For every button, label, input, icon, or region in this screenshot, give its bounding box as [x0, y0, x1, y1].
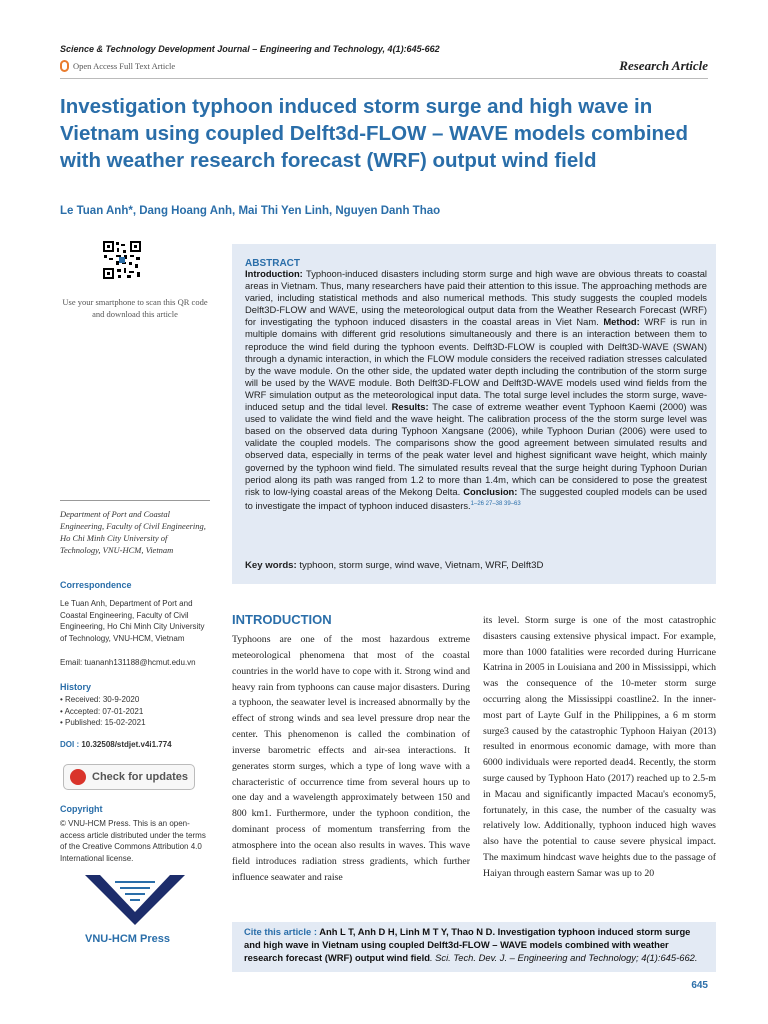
abstract-method: WRF is run in multiple domains with different grid resolutions simultaneously and there is an interaction between them to reproduce the wind field during the typhoon events. Delft3D-FLOW is coupled with Delft3D-WAVE (SWAN) through a dynamic interaction, in which the FLOW module considers the received radiation stresses calculated by the wave module. On the other side, the updated water depth including the contribution of the storm surge will be used by the WAVE module. Both Delft3D-FLOW and Delft3D-WAVE models used wind fields from the WRF simulation output as the meteorological input data. The total surge level includes the storm surge, wave-induced setup and the tidal level.: [245, 316, 707, 413]
abstract-intro: Typhoon-induced disasters including storm surge and high wave are obvious threats to coastal areas in Vietnam. Thus, many researchers have paid their attention to this issue. The approaching methods are varied, including statistical methods and also numerical methods. This study suggests the coupled models Delft3D-FLOW and WAVE, using the meteorological output data from the Weather Research Forecast (WRF) for investigating the typhoon induced disasters in the coastal areas in Viet Nam.: [245, 268, 707, 328]
copyright-heading: Copyright: [60, 804, 103, 814]
history-accepted: • Accepted: 07-01-2021: [60, 706, 144, 716]
abstract-heading: ABSTRACT: [245, 258, 300, 269]
keywords: [245, 560, 707, 571]
doi[interactable]: [60, 740, 172, 749]
citation-source: . Sci. Tech. Dev. J. – Engineering and Technology; 4(1):645-662.: [429, 952, 698, 963]
introduction-column-1: Typhoons are one of the most hazardous extreme meteorological phenomena that most of the coastal countries in the world have to cope with it. Strong wind and heavy rain from typhoons can cause major disasters. During a typhoon, the seawater level is increased abnormally by the effect of strong winds and sea level pressure drop near the center. This phenomenon is called the combination of inverse barometric effects and air-sea interactions. It generates storm surges, which a type of long wave with a characteristic of occurrence time from several hours up to one day and a wavelength approximately between 150 and 800 km1. Furthermore, under the typhoon condition, the dominant process of momentum transferring from the atmosphere into the ocean also results in waves. This wave field introduces radiation stress gradients, which further influence seawater and raise: [232, 634, 470, 883]
correspondence-email[interactable]: Email: tuananh131188@hcmut.edu.vn: [60, 658, 196, 667]
abstract-intro-label: Introduction:: [245, 268, 303, 279]
abstract-method-label: Method:: [603, 316, 640, 328]
doi-label: DOI :: [60, 740, 80, 749]
check-for-updates-button[interactable]: [63, 764, 195, 790]
copyright-text: © VNU-HCM Press. This is an open-access article distributed under the terms of the Creative Commons Attribution 4.0 International license.: [60, 819, 206, 863]
abstract-text: [245, 268, 707, 512]
journal-name: Science & Technology Development Journal – Engineering and Technology, 4(1):645-662: [60, 44, 440, 54]
page-number: 645: [691, 980, 708, 991]
crossmark-icon: [70, 769, 86, 785]
press-name: VNU-HCM Press: [85, 933, 170, 945]
abstract-results: The case of extreme weather event Typhoon Kaemi (2000) was used to validate the wind field and the wave height. The calibration process of the the storm surge level was based on the observed data during Typhoon Xangsane (2006), while Typhoon Durian (2006) were used to validate the coupled models. The comparisons show the good agreement between simulated results and observed data, especially in terms of the peak water level and highest significant wave height, which mainly governed by the typhoon wind field. The simulated results reveal that the surge height during Typhoon Durian period along its path was ranged from 1.2 to more than 1.4m, which can be considered to pose the greatest risk to low-lying coastal areas of the Mekong Delta.: [245, 401, 707, 497]
history-list: [60, 694, 146, 729]
doi-value[interactable]: 10.32508/stdjet.v4i1.774: [81, 740, 172, 749]
correspondence-text: Le Tuan Anh, Department of Port and Coastal Engineering, Faculty of Civil Engineering, Ho Chi Minh City University of Technology, VNU-HCM, Vietnam: [60, 599, 205, 643]
keywords-label: Key words:: [245, 560, 297, 571]
correspondence-heading: Correspondence: [60, 580, 132, 590]
history-heading: History: [60, 682, 92, 692]
introduction-column-2: its level. Storm surge is one of the most catastrophic disasters causing extensive physical impact. For example, more than 1000 fatalities were recorded during Hurricane Katrina in 2005 in Louisiana and 200 in Mississippi, which was the consequence of the 10-meter storm surge occurring along the Mississippi coastline2. In the inner-most part of Layte Gulf in the Philippines, a 6 m storm surge3 caused by the catastrophic Typhoon Haiyan (2013) resulted in enormous economic damage, with more than 6000 individuals were reported dead4. Recently, the storm surge caused by Typhoon Hato (2017) reached up to 2.5-m in Macau and significantly impacted Macau's economy5, fortunately, in this case, the number of the casualty was relatively low. Additionally, typhoon induced high waves also have the potential to cause severe physical impact. The maximum hindcast wave heights due to the passage of Haiyan through eastern Samar was up to 20: [483, 615, 716, 879]
history-received: • Received: 30-9-2020: [60, 695, 140, 704]
citation-authors: Anh L T, Anh D H, Linh M T Y, Thao N D.: [316, 926, 498, 937]
history-published: • Published: 15-02-2021: [60, 718, 146, 727]
abstract-conclusion-label: Conclusion:: [463, 485, 518, 497]
affiliation: Department of Port and Coastal Engineering, Faculty of Civil Engineering, Ho Chi Minh City University of Technology, VNU-HCM, Vietnam: [60, 509, 206, 555]
vnu-press-logo-icon: [80, 870, 190, 930]
check-for-updates-label: Check for updates: [92, 771, 188, 783]
abstract-references[interactable]: 1–26 27–38 39–63: [470, 500, 521, 507]
qr-code-icon[interactable]: [102, 240, 142, 280]
introduction-heading: INTRODUCTION: [232, 612, 332, 627]
citation-text: [244, 925, 706, 964]
citation-label: Cite this article :: [244, 926, 317, 937]
paper-title: Investigation typhoon induced storm surge and high wave in Vietnam using coupled Delft3d-FLOW – WAVE models combined with weather research forecast (WRF) output wind field: [60, 95, 688, 172]
sidebar-divider: [60, 500, 210, 501]
qr-caption: Use your smartphone to scan this QR code and download this article: [62, 297, 208, 319]
citation-title: Investigation typhoon induced storm surge and high wave in Vietnam using coupled Delft3d-FLOW – WAVE models combined with weather research forecast (WRF) output wind field: [244, 926, 691, 963]
abstract-results-label: Results:: [391, 401, 429, 413]
open-access-text: Open Access Full Text Article: [73, 61, 176, 71]
header-divider: [60, 78, 708, 79]
author-list: Le Tuan Anh*, Dang Hoang Anh, Mai Thi Yen Linh, Nguyen Danh Thao: [60, 205, 441, 217]
open-access-label: [60, 60, 175, 72]
keywords-text: typhoon, storm surge, wind wave, Vietnam, WRF, Delft3D: [296, 560, 544, 571]
open-access-icon: [60, 60, 69, 72]
article-type: Research Article: [619, 58, 708, 73]
abstract-conclusion: The suggested coupled models can be used to investigate the impact of typhoon induced disasters.: [245, 485, 707, 511]
